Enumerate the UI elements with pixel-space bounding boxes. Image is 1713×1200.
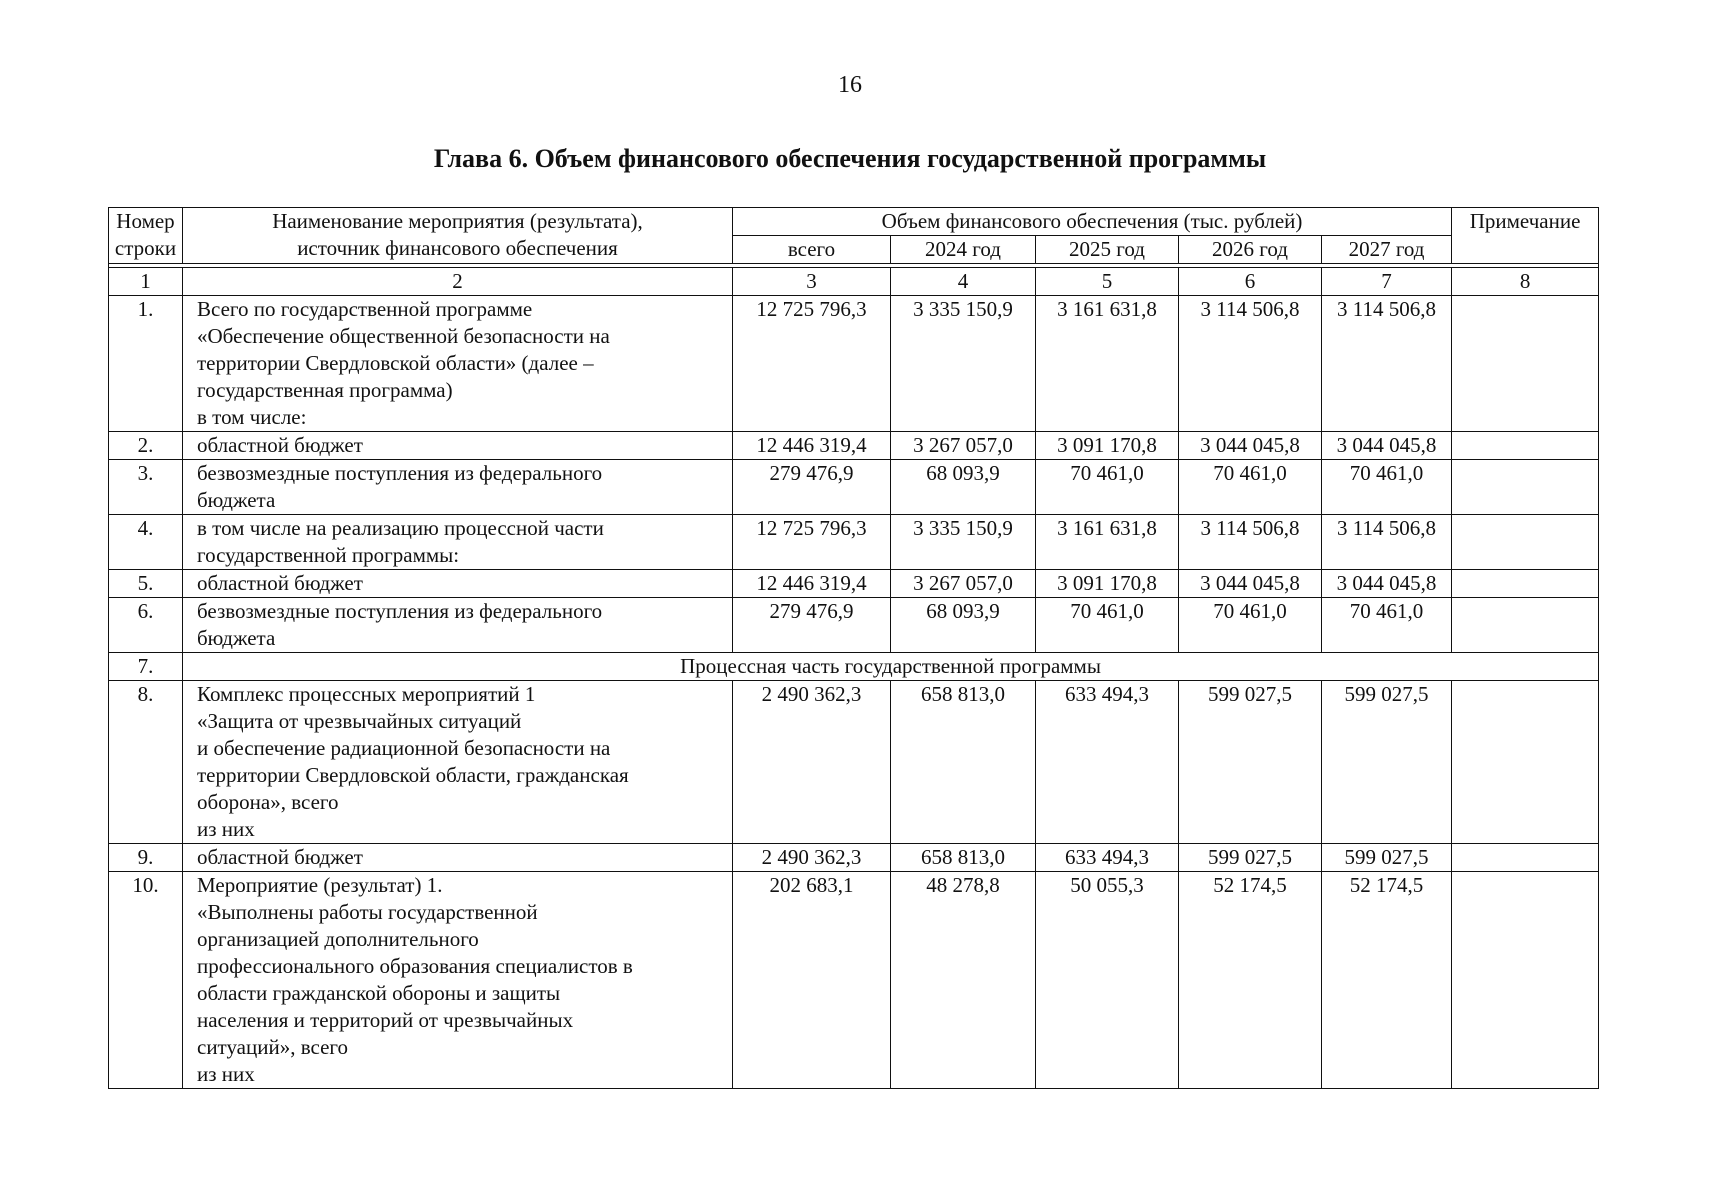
value-2025-cell: 3 161 631,8 bbox=[1036, 515, 1179, 570]
value-2026-cell: 599 027,5 bbox=[1179, 844, 1322, 872]
row-name-line: в том числе на реализацию процессной части bbox=[197, 516, 604, 540]
row-name-line: бюджета bbox=[197, 626, 276, 650]
total-cell: 12 446 319,4 bbox=[733, 570, 891, 598]
value-2027-cell: 599 027,5 bbox=[1322, 681, 1452, 844]
value-2024-cell: 3 335 150,9 bbox=[891, 296, 1036, 432]
row-name-cell bbox=[183, 432, 733, 460]
value-2025-cell: 633 494,3 bbox=[1036, 844, 1179, 872]
column-index-cell: 7 bbox=[1322, 268, 1452, 296]
row-number-cell: 3. bbox=[109, 460, 183, 515]
value-2024-cell: 3 335 150,9 bbox=[891, 515, 1036, 570]
header-name bbox=[183, 208, 733, 264]
value-2027-cell: 3 044 045,8 bbox=[1322, 432, 1452, 460]
row-name-line: из них bbox=[197, 817, 255, 841]
row-name-line: «Защита от чрезвычайных ситуаций bbox=[197, 709, 522, 733]
total-cell: 279 476,9 bbox=[733, 460, 891, 515]
row-name-cell bbox=[183, 598, 733, 653]
value-2027-cell: 3 044 045,8 bbox=[1322, 570, 1452, 598]
row-name-line: ситуаций», всего bbox=[197, 1035, 348, 1059]
note-cell bbox=[1452, 460, 1599, 515]
row-name-cell bbox=[183, 844, 733, 872]
column-index-cell: 8 bbox=[1452, 268, 1599, 296]
value-2024-cell: 48 278,8 bbox=[891, 872, 1036, 1089]
row-number-cell: 2. bbox=[109, 432, 183, 460]
row-name-line: Комплекс процессных мероприятий 1 bbox=[197, 682, 536, 706]
value-2027-cell: 70 461,0 bbox=[1322, 460, 1452, 515]
value-2027-cell: 70 461,0 bbox=[1322, 598, 1452, 653]
total-cell: 12 725 796,3 bbox=[733, 296, 891, 432]
note-cell bbox=[1452, 296, 1599, 432]
total-cell: 202 683,1 bbox=[733, 872, 891, 1089]
row-name-line: областной бюджет bbox=[197, 433, 363, 457]
note-cell bbox=[1452, 570, 1599, 598]
value-2024-cell: 658 813,0 bbox=[891, 844, 1036, 872]
value-2025-cell: 3 091 170,8 bbox=[1036, 432, 1179, 460]
value-2025-cell: 50 055,3 bbox=[1036, 872, 1179, 1089]
value-2026-cell: 3 044 045,8 bbox=[1179, 570, 1322, 598]
value-2027-cell: 52 174,5 bbox=[1322, 872, 1452, 1089]
table-row bbox=[109, 515, 1599, 570]
row-number-cell: 4. bbox=[109, 515, 183, 570]
column-index-cell: 2 bbox=[183, 268, 733, 296]
row-name-line: безвозмездные поступления из федерального bbox=[197, 599, 603, 623]
row-name-line: профессионального образования специалистов в bbox=[197, 954, 633, 978]
note-cell bbox=[1452, 515, 1599, 570]
table-row bbox=[109, 570, 1599, 598]
table-body bbox=[109, 264, 1599, 1089]
row-name-line: территории Свердловской области, гражданская bbox=[197, 763, 629, 787]
row-name-line: «Обеспечение общественной безопасности на bbox=[197, 324, 610, 348]
table-row bbox=[109, 681, 1599, 844]
table-row bbox=[109, 432, 1599, 460]
row-name-line: «Выполнены работы государственной bbox=[197, 900, 538, 924]
row-number-cell: 7. bbox=[109, 653, 183, 681]
row-name-line: государственная программа) bbox=[197, 378, 453, 402]
note-cell bbox=[1452, 844, 1599, 872]
header-name-line2: источник финансового обеспечения bbox=[297, 236, 618, 260]
value-2026-cell: 3 114 506,8 bbox=[1179, 296, 1322, 432]
value-2025-cell: 70 461,0 bbox=[1036, 460, 1179, 515]
total-cell: 2 490 362,3 bbox=[733, 844, 891, 872]
column-index-cell: 3 bbox=[733, 268, 891, 296]
header-2027: 2027 год bbox=[1322, 236, 1452, 264]
row-name-line: в том числе: bbox=[197, 405, 307, 429]
row-name-line: организацией дополнительного bbox=[197, 927, 479, 951]
row-number-cell: 9. bbox=[109, 844, 183, 872]
value-2024-cell: 3 267 057,0 bbox=[891, 432, 1036, 460]
header-volume-group: Объем финансового обеспечения (тыс. рублей) bbox=[733, 208, 1452, 236]
total-cell: 12 725 796,3 bbox=[733, 515, 891, 570]
table-row bbox=[109, 598, 1599, 653]
row-number-cell: 1. bbox=[109, 296, 183, 432]
row-number-cell: 6. bbox=[109, 598, 183, 653]
row-name-cell bbox=[183, 681, 733, 844]
header-row-number bbox=[109, 208, 183, 264]
note-cell bbox=[1452, 872, 1599, 1089]
row-name-line: бюджета bbox=[197, 488, 276, 512]
header-2024: 2024 год bbox=[891, 236, 1036, 264]
note-cell bbox=[1452, 598, 1599, 653]
row-name-line: областной бюджет bbox=[197, 571, 363, 595]
table-row bbox=[109, 844, 1599, 872]
row-name-cell bbox=[183, 296, 733, 432]
header-name-line1: Наименование мероприятия (результата), bbox=[272, 209, 643, 233]
section-label-cell: Процессная часть государственной программы bbox=[183, 653, 1599, 681]
value-2027-cell: 3 114 506,8 bbox=[1322, 515, 1452, 570]
value-2025-cell: 3 161 631,8 bbox=[1036, 296, 1179, 432]
row-name-line: территории Свердловской области» (далее – bbox=[197, 351, 594, 375]
value-2026-cell: 70 461,0 bbox=[1179, 598, 1322, 653]
column-index-cell: 5 bbox=[1036, 268, 1179, 296]
header-total: всего bbox=[733, 236, 891, 264]
header-2025: 2025 год bbox=[1036, 236, 1179, 264]
value-2024-cell: 68 093,9 bbox=[891, 598, 1036, 653]
row-name-line: Всего по государственной программе bbox=[197, 297, 533, 321]
value-2027-cell: 3 114 506,8 bbox=[1322, 296, 1452, 432]
row-number-cell: 10. bbox=[109, 872, 183, 1089]
value-2026-cell: 599 027,5 bbox=[1179, 681, 1322, 844]
row-name-cell bbox=[183, 460, 733, 515]
value-2024-cell: 68 093,9 bbox=[891, 460, 1036, 515]
row-name-cell bbox=[183, 515, 733, 570]
row-number-cell: 5. bbox=[109, 570, 183, 598]
header-note: Примечание bbox=[1452, 208, 1599, 264]
table-row bbox=[109, 296, 1599, 432]
value-2025-cell: 633 494,3 bbox=[1036, 681, 1179, 844]
row-name-line: государственной программы: bbox=[197, 543, 460, 567]
value-2026-cell: 70 461,0 bbox=[1179, 460, 1322, 515]
page-number: 16 bbox=[838, 72, 862, 98]
header-row-number-line1: Номер bbox=[116, 209, 175, 233]
value-2024-cell: 3 267 057,0 bbox=[891, 570, 1036, 598]
header-row-number-line2: строки bbox=[114, 236, 177, 260]
value-2025-cell: 70 461,0 bbox=[1036, 598, 1179, 653]
value-2026-cell: 52 174,5 bbox=[1179, 872, 1322, 1089]
row-name-line: безвозмездные поступления из федерального bbox=[197, 461, 603, 485]
column-index-cell: 1 bbox=[109, 268, 183, 296]
header-row-1 bbox=[109, 208, 1599, 236]
column-index-cell: 6 bbox=[1179, 268, 1322, 296]
row-name-cell bbox=[183, 570, 733, 598]
note-cell bbox=[1452, 681, 1599, 844]
total-cell: 12 446 319,4 bbox=[733, 432, 891, 460]
total-cell: 2 490 362,3 bbox=[733, 681, 891, 844]
column-index-row bbox=[109, 268, 1599, 296]
total-cell: 279 476,9 bbox=[733, 598, 891, 653]
financing-table bbox=[108, 207, 1599, 1089]
row-name-line: областной бюджет bbox=[197, 845, 363, 869]
table-row bbox=[109, 653, 1599, 681]
value-2024-cell: 658 813,0 bbox=[891, 681, 1036, 844]
row-name-line: Мероприятие (результат) 1. bbox=[197, 873, 443, 897]
table-row bbox=[109, 460, 1599, 515]
header-2026: 2026 год bbox=[1179, 236, 1322, 264]
row-name-line: из них bbox=[197, 1062, 255, 1086]
value-2026-cell: 3 044 045,8 bbox=[1179, 432, 1322, 460]
table-row bbox=[109, 872, 1599, 1089]
row-name-line: и обеспечение радиационной безопасности на bbox=[197, 736, 611, 760]
row-name-line: области гражданской обороны и защиты bbox=[197, 981, 561, 1005]
value-2026-cell: 3 114 506,8 bbox=[1179, 515, 1322, 570]
chapter-title: Глава 6. Объем финансового обеспечения государственной программы bbox=[433, 144, 1267, 173]
row-name-line: оборона», всего bbox=[197, 790, 339, 814]
row-number-cell: 8. bbox=[109, 681, 183, 844]
row-name-line: населения и территорий от чрезвычайных bbox=[197, 1008, 574, 1032]
row-name-cell bbox=[183, 872, 733, 1089]
value-2025-cell: 3 091 170,8 bbox=[1036, 570, 1179, 598]
value-2027-cell: 599 027,5 bbox=[1322, 844, 1452, 872]
note-cell bbox=[1452, 432, 1599, 460]
column-index-cell: 4 bbox=[891, 268, 1036, 296]
